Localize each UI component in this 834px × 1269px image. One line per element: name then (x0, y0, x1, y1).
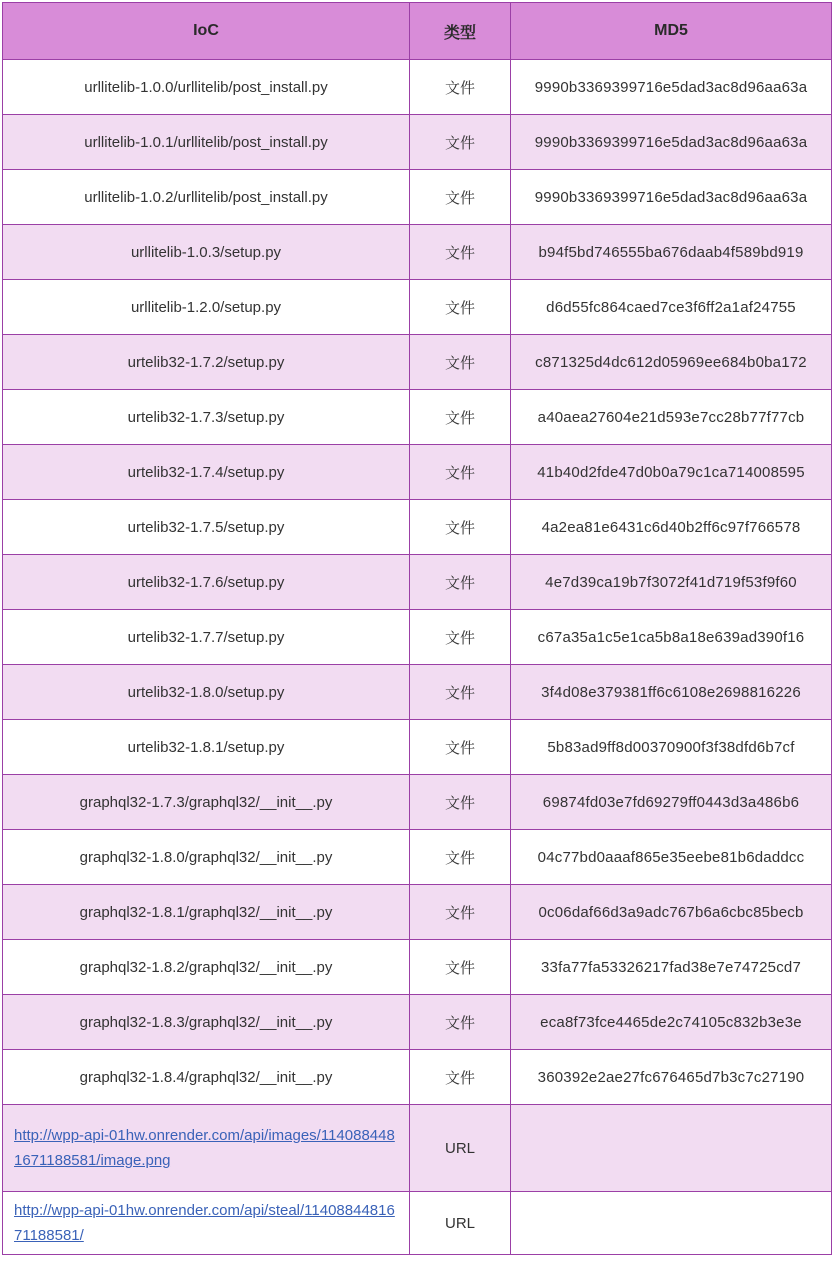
type-cell: 文件 (410, 60, 511, 115)
type-cell: 文件 (410, 940, 511, 995)
md5-cell (511, 1192, 832, 1255)
md5-cell: c871325d4dc612d05969ee684b0ba172 (511, 335, 832, 390)
type-cell: 文件 (410, 500, 511, 555)
ioc-cell: urtelib32-1.8.0/setup.py (3, 665, 410, 720)
md5-cell: eca8f73fce4465de2c74105c832b3e3e (511, 995, 832, 1050)
ioc-cell: graphql32-1.8.1/graphql32/__init__.py (3, 885, 410, 940)
table-row (3, 115, 832, 170)
ioc-cell: graphql32-1.8.4/graphql32/__init__.py (3, 1050, 410, 1105)
type-cell: 文件 (410, 170, 511, 225)
md5-cell: 360392e2ae27fc676465d7b3c7c27190 (511, 1050, 832, 1105)
table-row-url (3, 1192, 832, 1255)
table-row (3, 280, 832, 335)
md5-cell: 4a2ea81e6431c6d40b2ff6c97f766578 (511, 500, 832, 555)
table-row (3, 665, 832, 720)
type-cell: 文件 (410, 390, 511, 445)
ioc-cell: urtelib32-1.7.4/setup.py (3, 445, 410, 500)
table-row (3, 555, 832, 610)
md5-cell: 9990b3369399716e5dad3ac8d96aa63a (511, 170, 832, 225)
ioc-cell: urllitelib-1.0.1/urllitelib/post_install.py (3, 115, 410, 170)
ioc-cell: graphql32-1.7.3/graphql32/__init__.py (3, 775, 410, 830)
table-row (3, 1050, 832, 1105)
md5-cell: 04c77bd0aaaf865e35eebe81b6daddcc (511, 830, 832, 885)
ioc-url-link[interactable]: http://wpp-api-01hw.onrender.com/api/images/1140884481671188581/image.png (14, 1127, 395, 1169)
table-row (3, 445, 832, 500)
table-row (3, 830, 832, 885)
type-cell: 文件 (410, 995, 511, 1050)
ioc-cell: urllitelib-1.0.0/urllitelib/post_install.py (3, 60, 410, 115)
md5-cell (511, 1105, 832, 1192)
type-cell: 文件 (410, 335, 511, 390)
md5-cell: 69874fd03e7fd69279ff0443d3a486b6 (511, 775, 832, 830)
type-cell: 文件 (410, 280, 511, 335)
table-header-row (3, 3, 832, 60)
table-row (3, 60, 832, 115)
ioc-cell: urtelib32-1.8.1/setup.py (3, 720, 410, 775)
md5-cell: 41b40d2fde47d0b0a79c1ca714008595 (511, 445, 832, 500)
ioc-cell: urtelib32-1.7.3/setup.py (3, 390, 410, 445)
header-ioc: IoC (3, 3, 410, 60)
table-row (3, 335, 832, 390)
md5-cell: 9990b3369399716e5dad3ac8d96aa63a (511, 60, 832, 115)
ioc-cell: urtelib32-1.7.5/setup.py (3, 500, 410, 555)
md5-cell: 4e7d39ca19b7f3072f41d719f53f9f60 (511, 555, 832, 610)
md5-cell: 9990b3369399716e5dad3ac8d96aa63a (511, 115, 832, 170)
table-row (3, 885, 832, 940)
ioc-cell: urllitelib-1.2.0/setup.py (3, 280, 410, 335)
md5-cell: 3f4d08e379381ff6c6108e2698816226 (511, 665, 832, 720)
md5-cell: d6d55fc864caed7ce3f6ff2a1af24755 (511, 280, 832, 335)
ioc-table (2, 2, 832, 1255)
type-cell: URL (410, 1192, 511, 1255)
ioc-cell: graphql32-1.8.2/graphql32/__init__.py (3, 940, 410, 995)
md5-cell: c67a35a1c5e1ca5b8a18e639ad390f16 (511, 610, 832, 665)
table-row (3, 775, 832, 830)
header-type: 类型 (410, 3, 511, 60)
ioc-cell: urtelib32-1.7.7/setup.py (3, 610, 410, 665)
md5-cell: 0c06daf66d3a9adc767b6a6cbc85becb (511, 885, 832, 940)
table-row (3, 170, 832, 225)
table-row (3, 610, 832, 665)
md5-cell: a40aea27604e21d593e7cc28b77f77cb (511, 390, 832, 445)
ioc-cell: urtelib32-1.7.6/setup.py (3, 555, 410, 610)
type-cell: 文件 (410, 885, 511, 940)
table-row (3, 995, 832, 1050)
ioc-cell: urllitelib-1.0.3/setup.py (3, 225, 410, 280)
md5-cell: 33fa77fa53326217fad38e7e74725cd7 (511, 940, 832, 995)
ioc-cell: urtelib32-1.7.2/setup.py (3, 335, 410, 390)
type-cell: URL (410, 1105, 511, 1192)
type-cell: 文件 (410, 115, 511, 170)
header-md5: MD5 (511, 3, 832, 60)
table-row (3, 940, 832, 995)
type-cell: 文件 (410, 445, 511, 500)
md5-cell: b94f5bd746555ba676daab4f589bd919 (511, 225, 832, 280)
type-cell: 文件 (410, 1050, 511, 1105)
type-cell: 文件 (410, 610, 511, 665)
type-cell: 文件 (410, 720, 511, 775)
md5-cell: 5b83ad9ff8d00370900f3f38dfd6b7cf (511, 720, 832, 775)
type-cell: 文件 (410, 555, 511, 610)
ioc-url-link[interactable]: http://wpp-api-01hw.onrender.com/api/steal/1140884481671188581/ (14, 1202, 395, 1244)
table-row (3, 390, 832, 445)
table-row (3, 720, 832, 775)
type-cell: 文件 (410, 665, 511, 720)
table-row-url (3, 1105, 832, 1192)
table-row (3, 225, 832, 280)
type-cell: 文件 (410, 225, 511, 280)
table-row (3, 500, 832, 555)
type-cell: 文件 (410, 775, 511, 830)
ioc-url-cell (3, 1105, 410, 1192)
type-cell: 文件 (410, 830, 511, 885)
ioc-cell: urllitelib-1.0.2/urllitelib/post_install.py (3, 170, 410, 225)
ioc-url-cell (3, 1192, 410, 1255)
ioc-cell: graphql32-1.8.3/graphql32/__init__.py (3, 995, 410, 1050)
ioc-cell: graphql32-1.8.0/graphql32/__init__.py (3, 830, 410, 885)
